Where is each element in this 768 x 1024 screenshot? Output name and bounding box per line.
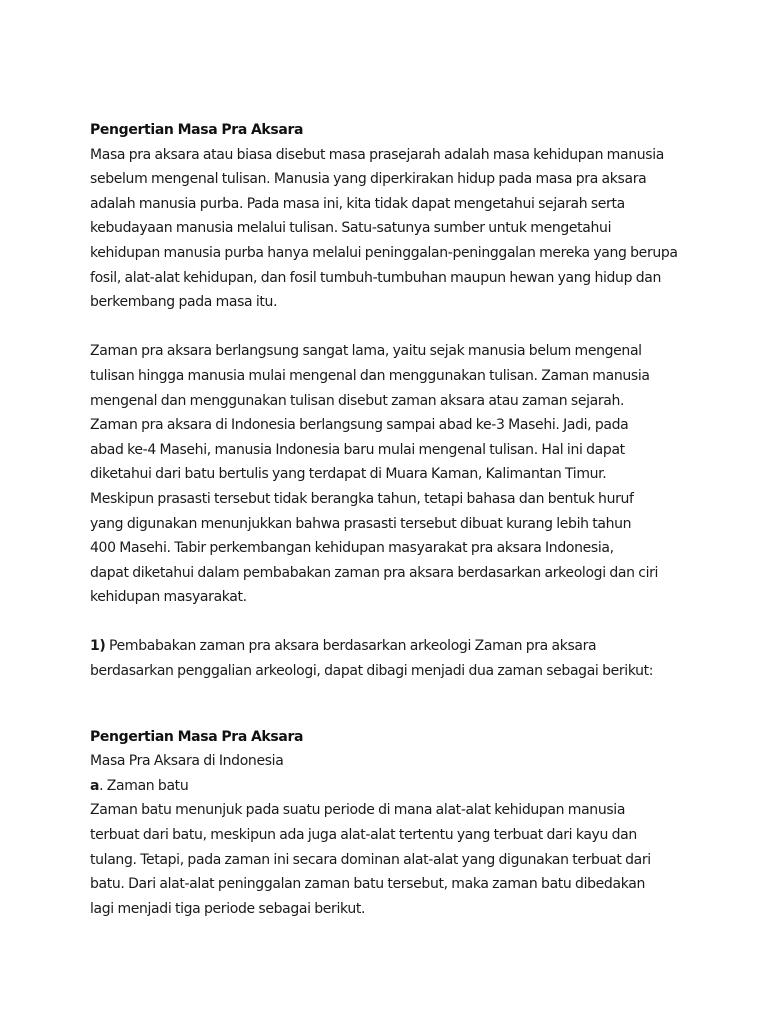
text-line: berkembang pada masa itu. [90, 294, 278, 311]
numbered-point-1 [90, 634, 690, 683]
section-heading: Pengertian Masa Pra Aksara [90, 122, 304, 138]
text-line: Zaman batu menunjuk pada suatu periode di mana alat-alat kehidupan manusia [90, 802, 626, 819]
text-line: kehidupan manusia purba hanya melalui peninggalan-peninggalan mereka yang berupa [90, 244, 678, 261]
point-text: Pembabakan zaman pra aksara berdasarkan arkeologi Zaman pra aksara [105, 638, 597, 655]
paragraph-zaman-pra-aksara [90, 339, 690, 610]
text-line: kehidupan masyarakat. [90, 589, 247, 606]
text-line [90, 634, 690, 659]
text-line: abad ke-4 Masehi, manusia Indonesia baru mulai mengenal tulisan. Hal ini dapat [90, 441, 625, 458]
subheading: Masa Pra Aksara di Indonesia [90, 753, 284, 770]
text-line: adalah manusia purba. Pada masa ini, kita tidak dapat mengetahui sejarah serta [90, 195, 625, 212]
text-line: sebelum mengenal tulisan. Manusia yang diperkirakan hidup pada masa pra aksara [90, 171, 647, 188]
paragraph-pra-aksara-definition [90, 143, 690, 315]
text-line: berdasarkan penggalian arkeologi, dapat dibagi menjadi dua zaman sebagai berikut: [90, 663, 654, 680]
text-line: tulisan hingga manusia mulai mengenal dan menggunakan tulisan. Zaman manusia [90, 367, 650, 384]
text-line: Zaman pra aksara berlangsung sangat lama, yaitu sejak manusia belum mengenal [90, 343, 642, 360]
text-line: Masa pra aksara atau biasa disebut masa prasejarah adalah masa kehidupan manusia [90, 146, 664, 163]
text-line: batu. Dari alat-alat peninggalan zaman batu tersebut, maka zaman batu dibedakan [90, 876, 645, 893]
text-line: terbuat dari batu, meskipun ada juga alat-alat tertentu yang terbuat dari kayu dan [90, 827, 637, 844]
text-line: lagi menjadi tiga periode sebagai berikut. [90, 900, 366, 917]
paragraph-spacer [90, 315, 690, 340]
section-heading: Pengertian Masa Pra Aksara [90, 728, 304, 745]
text-line: tulang. Tetapi, pada zaman ini secara dominan alat-alat yang digunakan terbuat dari [90, 851, 651, 868]
list-item-label: . Zaman batu [99, 777, 189, 794]
text-line: mengenal dan menggunakan tulisan disebut zaman aksara atau zaman sejarah. [90, 392, 625, 409]
document-page [90, 118, 690, 921]
text-line: diketahui dari batu bertulis yang terdapat di Muara Kaman, Kalimantan Timur. [90, 466, 607, 483]
text-line: 400 Masehi. Tabir perkembangan kehidupan masyarakat pra aksara Indonesia, [90, 540, 614, 557]
list-item-title [90, 774, 690, 799]
list-item-letter: a [90, 777, 100, 794]
text-line: kebudayaan manusia melalui tulisan. Satu-satunya sumber untuk mengetahui [90, 220, 612, 237]
point-number: 1) [90, 638, 106, 655]
paragraph-spacer [90, 610, 690, 635]
text-line: Meskipun prasasti tersebut tidak berangka tahun, tetapi bahasa dan bentuk huruf [90, 490, 634, 507]
text-line: fosil, alat-alat kehidupan, dan fosil tumbuh-tumbuhan maupun hewan yang hidup dan [90, 269, 661, 286]
paragraph-zaman-batu [90, 798, 690, 921]
text-line: Zaman pra aksara di Indonesia berlangsung sampai abad ke-3 Masehi. Jadi, pada [90, 417, 629, 434]
section-spacer [90, 684, 690, 725]
text-line: dapat diketahui dalam pembabakan zaman pra aksara berdasarkan arkeologi dan ciri [90, 564, 659, 581]
text-line: yang digunakan menunjukkan bahwa prasasti tersebut dibuat kurang lebih tahun [90, 515, 632, 532]
